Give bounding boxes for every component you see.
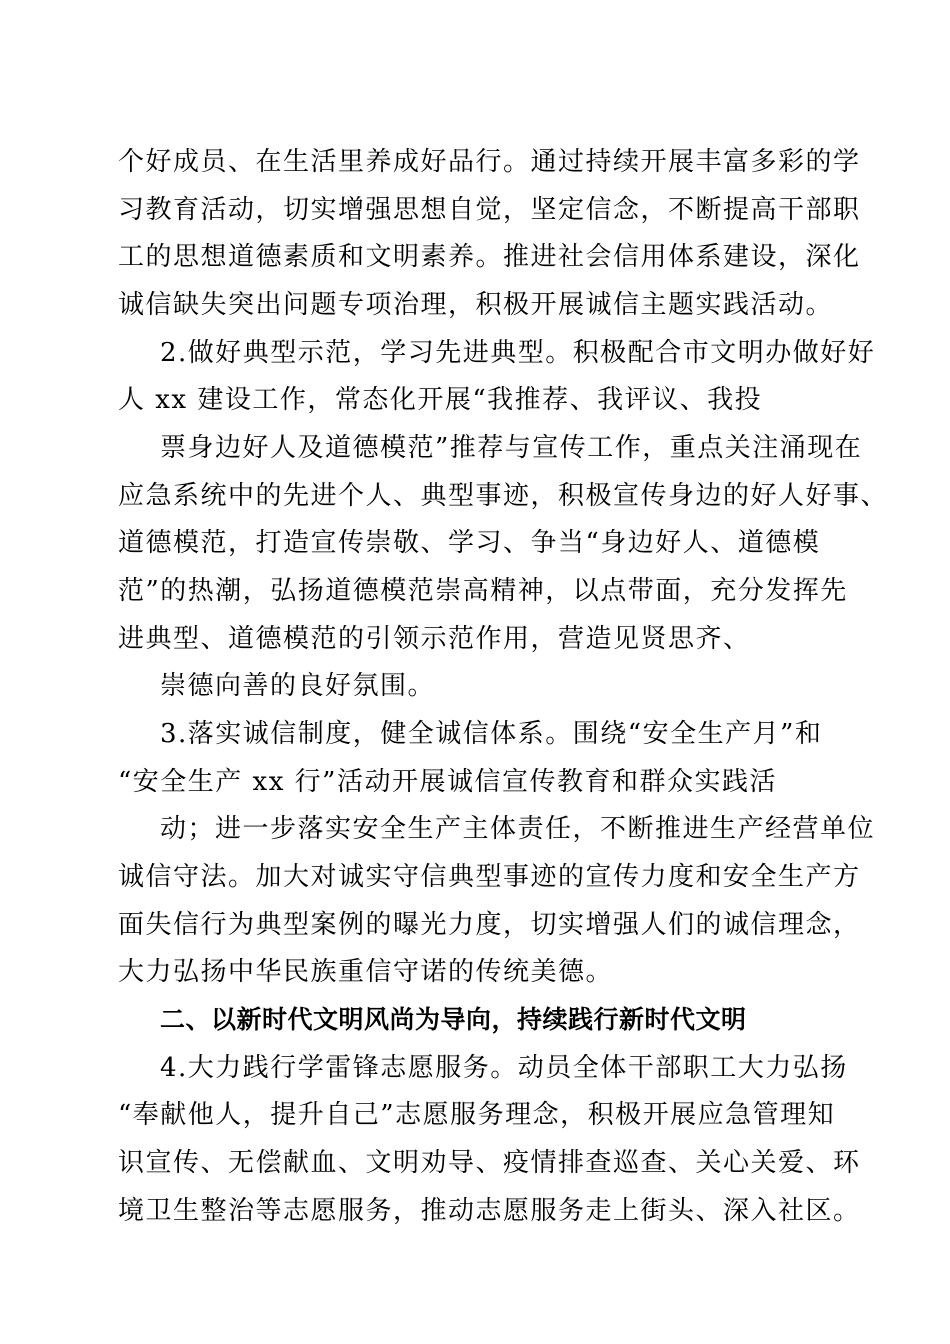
text-line: 崇德向善的良好氛围。: [160, 671, 436, 701]
text-line: 票身边好人及道德模范”推荐与宣传工作，重点关注涌现在: [160, 433, 863, 463]
paragraph-4-start: 4.大力践行学雷锋志愿服务。动员全体干部职工大力弘扬: [160, 1053, 848, 1083]
text-line: 进典型、道德模范的引领示范作用，营造见贤思齐、: [118, 624, 751, 654]
text-line: 诚信守法。加大对诚实守信典型事迹的宣传力度和安全生产方: [118, 862, 861, 892]
text-line: 诚信缺失突出问题专项治理，积极开展诚信主题实践活动。: [118, 290, 834, 320]
text-line: 境卫生整治等志愿服务，推动志愿服务走上街头、深入社区。: [118, 1196, 861, 1226]
text-line: “安全生产 xx 行”活动开展诚信宣传教育和群众实践活: [118, 767, 777, 797]
text-line: 工的思想道德素质和文明素养。推进社会信用体系建设，深化: [118, 242, 861, 272]
text-line: 大力弘扬中华民族重信守诺的传统美德。: [118, 957, 614, 987]
text-line: 人 xx 建设工作，常态化开展“我推荐、我评议、我投: [118, 385, 763, 415]
text-line: 习教育活动，切实增强思想自觉，坚定信念，不断提高干部职: [118, 195, 861, 225]
text-line: 个好成员、在生活里养成好品行。通过持续开展丰富多彩的学: [118, 147, 861, 177]
text-line: 动；进一步落实安全生产主体责任，不断推进生产经营单位: [160, 814, 876, 844]
text-line: “奉献他人，提升自己”志愿服务理念，积极开展应急管理知: [118, 1100, 836, 1130]
paragraph-2-start: 2.做好典型示范，学习先进典型。积极配合市文明办做好好: [160, 338, 876, 368]
text-line: 范”的热潮，弘扬道德模范崇高精神，以点带面，充分发挥先: [118, 576, 848, 606]
section-heading: 二、以新时代文明风尚为导向，持续践行新时代文明: [160, 1005, 747, 1034]
text-line: 应急系统中的先进个人、典型事迹，积极宣传身边的好人好事、: [118, 481, 889, 511]
text-line: 识宣传、无偿献血、文明劝导、疫情排查巡查、关心关爱、环: [118, 1148, 861, 1178]
text-line: 面失信行为典型案例的曝光力度，切实增强人们的诚信理念，: [118, 910, 861, 940]
paragraph-3-start: 3.落实诚信制度，健全诚信体系。围绕“安全生产月”和: [160, 719, 823, 749]
text-line: 道德模范，打造宣传崇敬、学习、争当“身边好人、道德模: [118, 528, 821, 558]
